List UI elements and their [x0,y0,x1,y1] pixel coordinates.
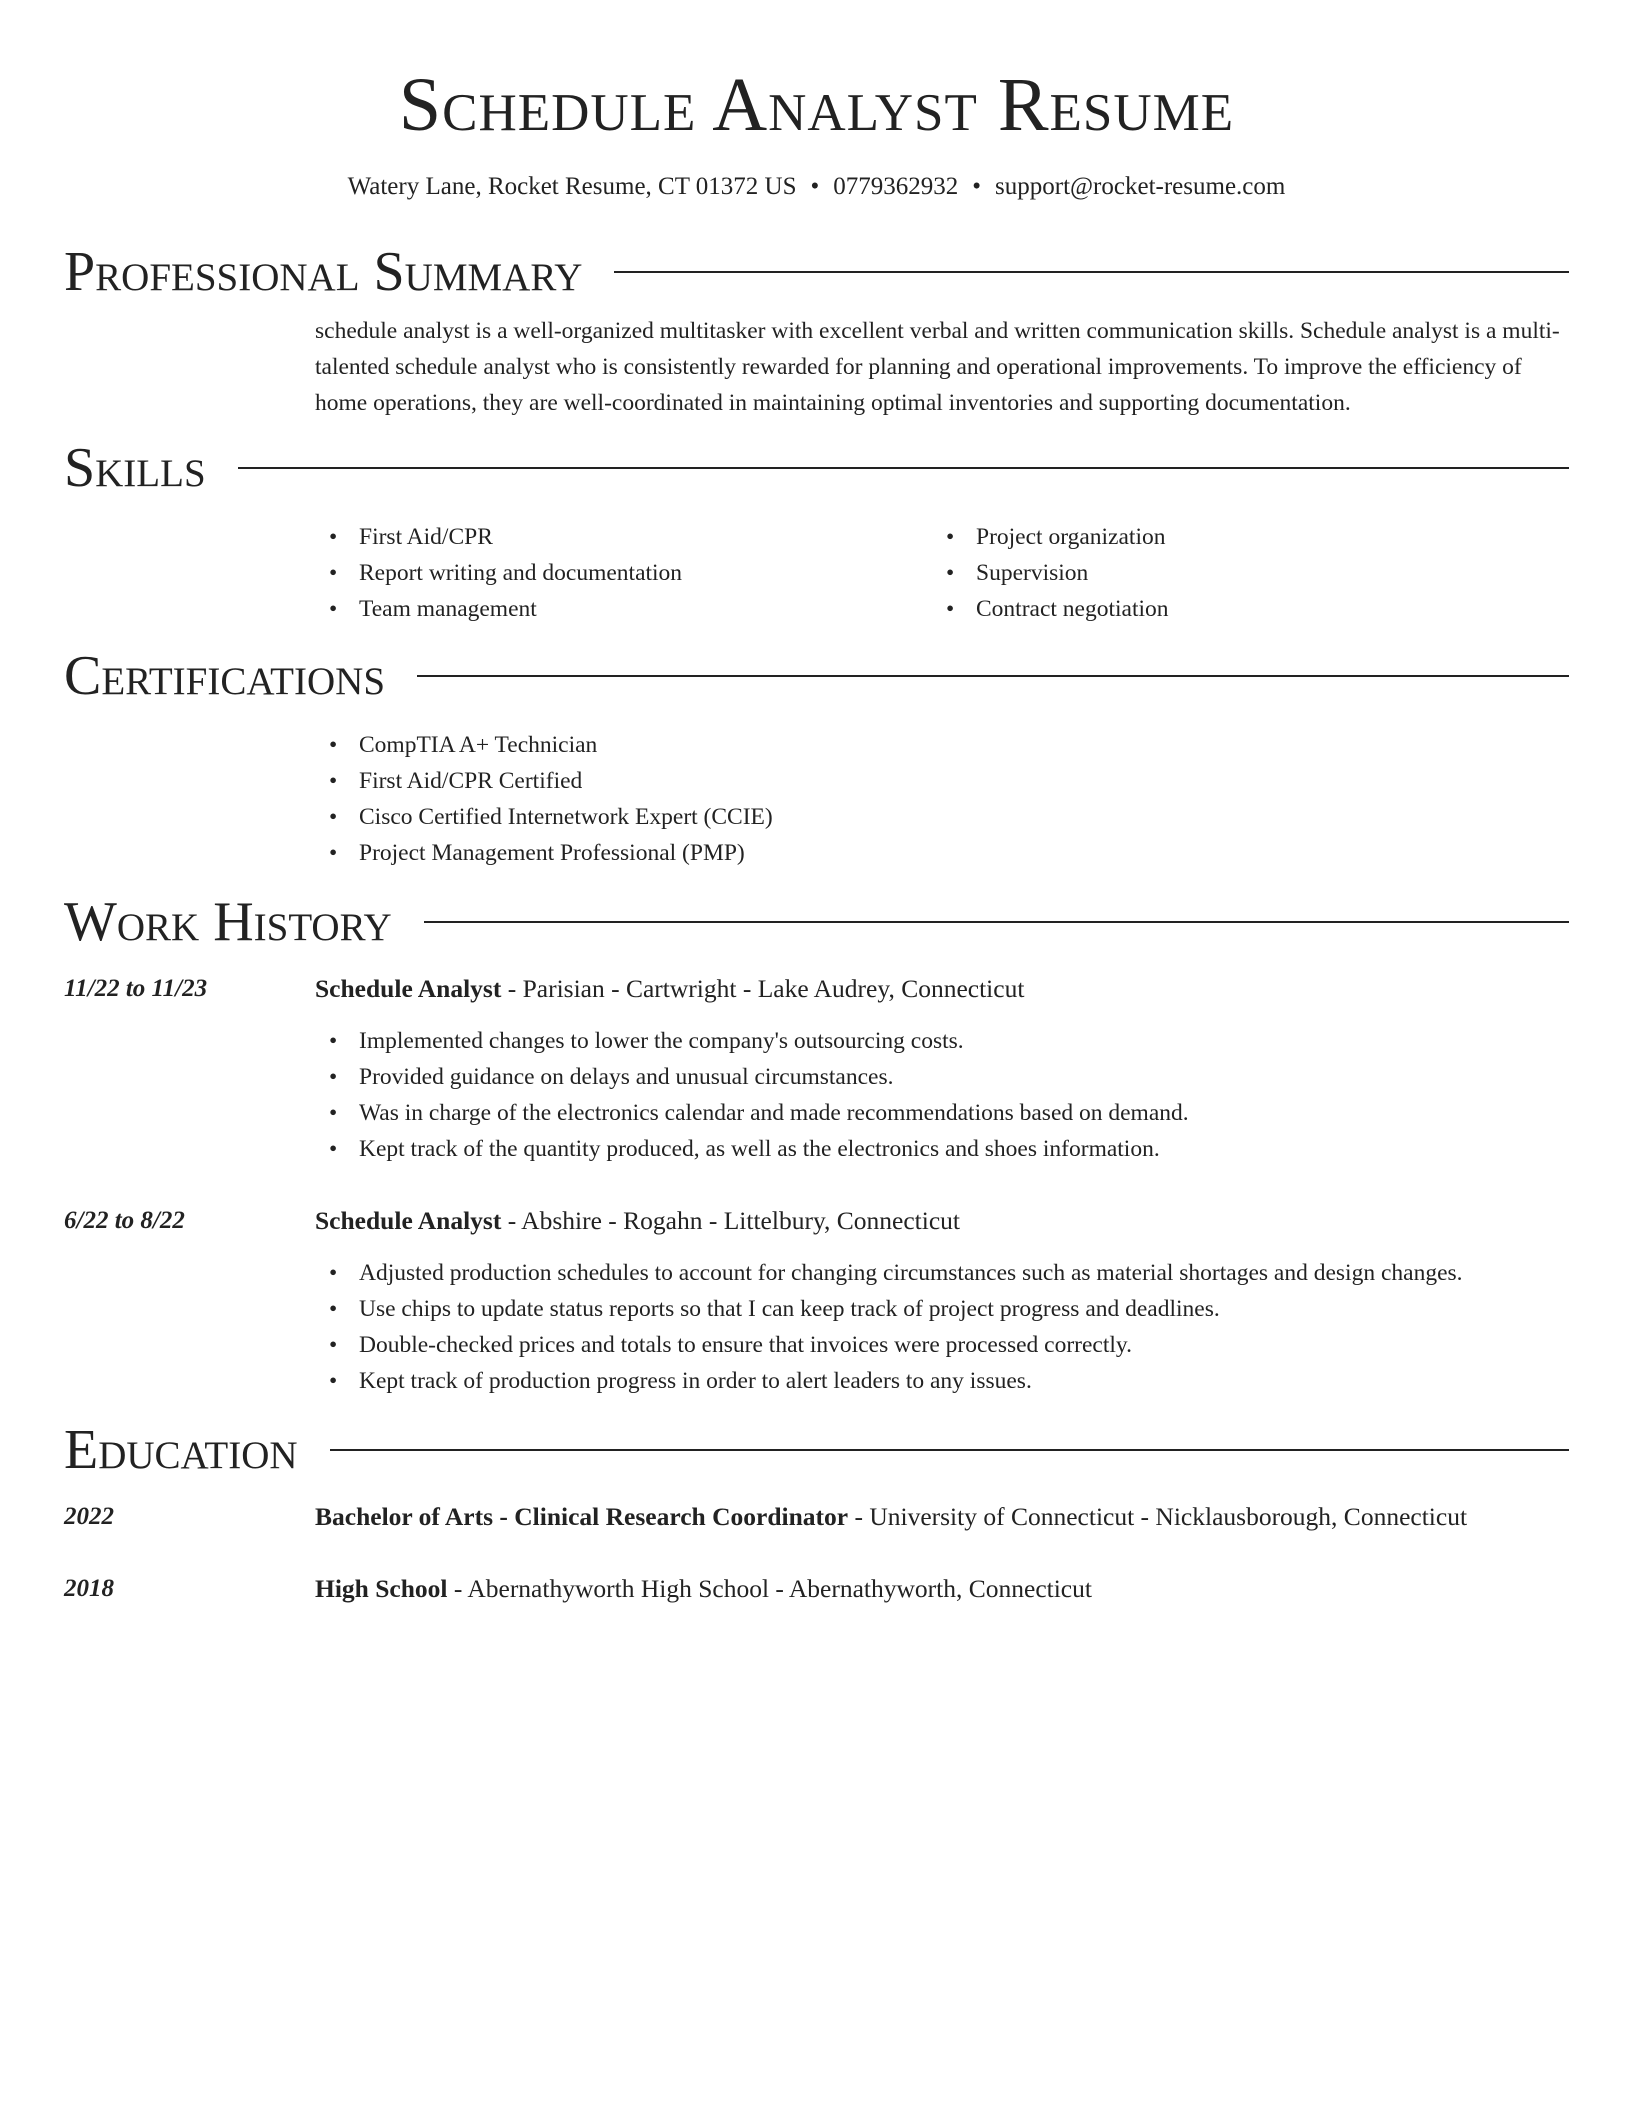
certification-item: • First Aid/CPR Certified [359,763,1569,799]
skill-item: • Contract negotiation [976,591,1549,627]
certification-item: • Project Management Professional (PMP) [359,835,1569,871]
skills-column-right [932,519,1549,627]
work-section-header [64,887,1569,957]
skills-section-header [64,433,1569,503]
skill-item: • Team management [359,591,932,627]
skills-column-left [315,519,932,627]
certification-item: • Cisco Certified Internetwork Expert (CCIE) [359,799,1569,835]
section-divider [330,1449,1569,1451]
job-entry [64,971,1569,1167]
education-entry [64,1571,1569,1607]
education-year: 2018 [64,1575,114,1602]
job-bullet: • Provided guidance on delays and unusual circumstances. [359,1059,1569,1095]
education-degree: Bachelor of Arts - Clinical Research Coordinator [315,1502,849,1531]
summary-section-header [64,237,1569,307]
certifications-section-header [64,641,1569,711]
skills-heading: Skills [64,437,206,499]
job-heading [315,971,1569,1007]
job-content [315,971,1569,1167]
job-content [315,1203,1569,1399]
job-heading [315,1203,1569,1239]
job-dates: 11/22 to 11/23 [64,975,208,1002]
education-heading: Education [64,1419,298,1481]
certifications-list [315,727,1569,871]
job-bullet: • Kept track of the quantity produced, as well as the electronics and shoes information. [359,1131,1569,1167]
education-section-header [64,1415,1569,1485]
job-dates: 6/22 to 8/22 [64,1207,185,1234]
skills-list [315,519,1569,627]
certification-item: • CompTIA A+ Technician [359,727,1569,763]
contact-address: Watery Lane, Rocket Resume, CT 01372 US [347,173,797,200]
job-bullet: • Adjusted production schedules to account for changing circumstances such as material shortages and design changes. [359,1255,1569,1291]
summary-heading: Professional Summary [64,241,583,303]
job-title: Schedule Analyst [315,1206,502,1235]
job-bullet: • Kept track of production progress in order to alert leaders to any issues. [359,1363,1569,1399]
skill-item: • Supervision [976,555,1549,591]
skill-item: • Project organization [976,519,1549,555]
contact-email: support@rocket-resume.com [995,173,1286,200]
skill-item: • First Aid/CPR [359,519,932,555]
summary-text: schedule analyst is a well-organized multitasker with excellent verbal and written communication skills. Schedule analyst is a multi-talented schedule analyst who is consistently rewarded for planning and operational improvements. To improve the efficiency of home operations, they are well-coordinated in maintaining optimal inventories and supporting documentation. [315,318,1560,416]
contact-line [64,170,1569,204]
section-divider [424,921,1569,923]
job-employer: - Abshire - Rogahn - Littelbury, Connecticut [501,1206,961,1235]
job-employer: - Parisian - Cartwright - Lake Audrey, Connecticut [501,974,1025,1003]
section-divider [238,467,1569,469]
work-heading: Work History [64,891,392,953]
education-year: 2022 [64,1503,114,1530]
education-school: - Abernathyworth High School - Abernathyworth, Connecticut [447,1574,1092,1603]
job-bullet: • Was in charge of the electronics calendar and made recommendations based on demand. [359,1095,1569,1131]
education-degree: High School [315,1574,448,1603]
job-bullet: • Double-checked prices and totals to ensure that invoices were processed correctly. [359,1327,1569,1363]
job-bullet: • Implemented changes to lower the company's outsourcing costs. [359,1023,1569,1059]
certifications-heading: Certifications [64,645,386,707]
section-divider [417,675,1569,677]
education-entry [64,1499,1569,1535]
job-title: Schedule Analyst [315,974,502,1003]
education-school: - University of Connecticut - Nicklausborough, Connecticut [848,1502,1468,1531]
contact-separator: • [810,173,820,200]
education-content [315,1571,1092,1607]
education-content [315,1499,1467,1535]
job-bullet: • Use chips to update status reports so that I can keep track of project progress and deadlines. [359,1291,1569,1327]
section-divider [614,271,1569,273]
resume-page [64,0,1569,1607]
job-entry [64,1203,1569,1399]
skill-item: • Report writing and documentation [359,555,932,591]
contact-separator: • [972,173,982,200]
resume-title: Schedule Analyst Resume [398,63,1235,147]
contact-phone: 0779362932 [833,173,959,200]
